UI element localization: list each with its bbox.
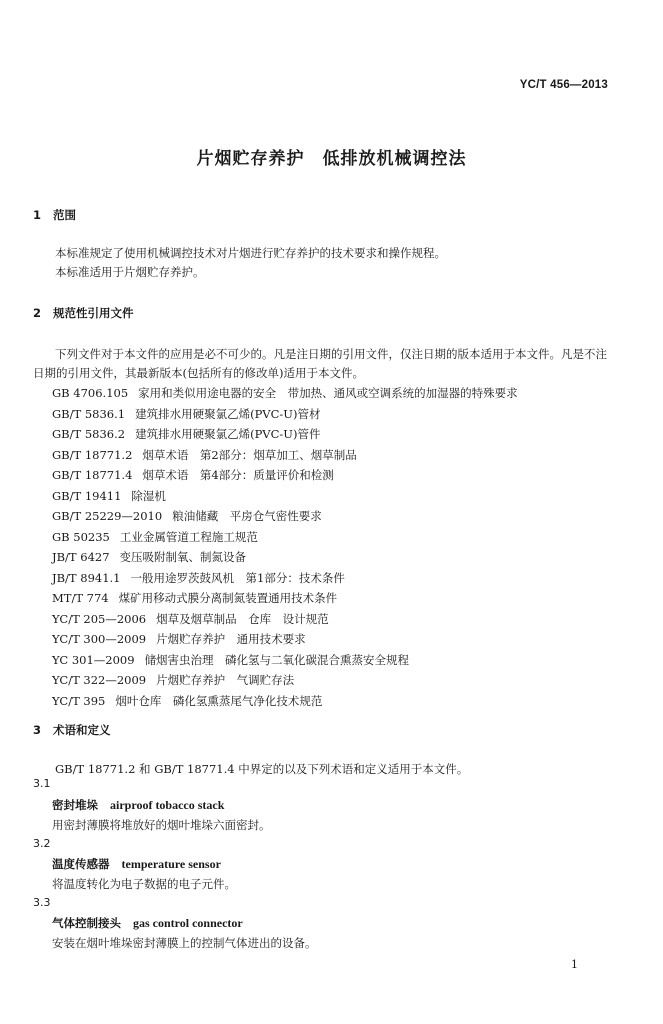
reference-title: 储烟害虫治理 磷化氢与二氧化碳混合熏蒸安全规程 xyxy=(144,652,410,667)
reference-title: 烟叶仓库 磷化氢熏蒸尾气净化技术规范 xyxy=(115,693,323,708)
terms-intro: GB/T 18771.2 和 GB/T 18771.4 中界定的以及下列术语和定义适用于本文件。 xyxy=(55,762,469,776)
reference-item xyxy=(52,547,518,568)
references-intro: 下列文件对于本文件的应用是必不可少的。凡是注日期的引用文件，仅注日期的版本适用于本文件。凡是不注日期的引用文件，其最新版本(包括所有的修改单)适用于本文件。 xyxy=(33,347,607,380)
section-title: 术语和定义 xyxy=(53,723,111,737)
term-definition: 用密封薄膜将堆放好的烟叶堆垛六面密封。 xyxy=(52,818,271,832)
reference-code: YC 301—2009 xyxy=(52,652,135,667)
reference-item xyxy=(52,670,518,691)
reference-code: GB/T 5836.1 xyxy=(52,406,126,421)
document-title: 片烟贮存养护 低排放机械调控法 xyxy=(196,149,467,169)
term-heading xyxy=(52,797,224,813)
reference-code: MT/T 774 xyxy=(52,591,109,605)
term-en: gas control connector xyxy=(133,916,243,930)
section-number: 3 xyxy=(33,723,42,737)
reference-item xyxy=(52,527,518,548)
section-1-heading xyxy=(33,207,76,223)
term-en: temperature sensor xyxy=(121,857,221,871)
reference-item xyxy=(52,424,518,445)
reference-title: 粮油储藏 平房仓气密性要求 xyxy=(172,509,322,523)
reference-title: 建筑排水用硬聚氯乙烯(PVC-U)管材 xyxy=(135,406,321,421)
reference-title: 家用和类似用途电器的安全 带加热、通风或空调系统的加湿器的特殊要求 xyxy=(138,386,518,400)
reference-code: YC/T 395 xyxy=(52,693,106,708)
scope-line-2: 本标准适用于片烟贮存养护。 xyxy=(55,265,205,279)
reference-list xyxy=(52,383,518,711)
reference-title: 工业金属管道工程施工规范 xyxy=(119,529,258,544)
section-title: 规范性引用文件 xyxy=(53,306,134,320)
reference-title: 烟草及烟草制品 仓库 设计规范 xyxy=(156,611,329,626)
reference-item xyxy=(52,404,518,425)
term-heading xyxy=(52,915,243,931)
term-heading xyxy=(52,856,221,872)
standard-code: YC/T 456—2013 xyxy=(519,79,608,91)
reference-title: 烟草术语 第4部分：质量评价和检测 xyxy=(142,468,334,482)
reference-code: YC/T 300—2009 xyxy=(52,632,147,646)
section-number: 1 xyxy=(33,208,42,222)
reference-title: 煤矿用移动式膜分离制氮装置通用技术条件 xyxy=(118,591,338,605)
reference-item xyxy=(52,691,518,712)
section-title: 范围 xyxy=(53,208,76,222)
reference-title: 烟草术语 第2部分：烟草加工、烟草制品 xyxy=(142,447,357,462)
section-number: 2 xyxy=(33,306,42,320)
reference-title: 建筑排水用硬聚氯乙烯(PVC-U)管件 xyxy=(135,427,321,441)
reference-code: JB/T 6427 xyxy=(52,550,110,564)
reference-code: GB/T 18771.4 xyxy=(52,468,133,482)
clause-number: 3.3 xyxy=(33,896,51,909)
term-en: airproof tobacco stack xyxy=(110,798,225,812)
scope-line-1: 本标准规定了使用机械调控技术对片烟进行贮存养护的技术要求和操作规程。 xyxy=(55,246,446,260)
reference-title: 除湿机 xyxy=(131,488,166,503)
reference-title: 片烟贮存养护 气调贮存法 xyxy=(156,673,295,687)
term-zh: 密封堆垛 xyxy=(52,798,98,812)
reference-item xyxy=(52,506,518,527)
reference-code: GB 4706.105 xyxy=(52,386,129,400)
reference-code: GB/T 5836.2 xyxy=(52,427,126,441)
reference-item xyxy=(52,445,518,466)
term-definition: 将温度转化为电子数据的电子元件。 xyxy=(52,877,236,891)
clause-number: 3.2 xyxy=(33,837,51,850)
reference-item xyxy=(52,568,518,589)
clause-number: 3.1 xyxy=(33,777,51,790)
reference-code: GB/T 19411 xyxy=(52,488,122,503)
page-number: 1 xyxy=(571,958,578,971)
reference-item xyxy=(52,609,518,630)
reference-item xyxy=(52,629,518,650)
reference-code: GB 50235 xyxy=(52,529,110,544)
term-definition: 安装在烟叶堆垛密封薄膜上的控制气体进出的设备。 xyxy=(52,936,317,950)
term-zh: 温度传感器 xyxy=(52,857,110,871)
reference-title: 片烟贮存养护 通用技术要求 xyxy=(156,632,306,646)
reference-item xyxy=(52,650,518,671)
reference-title: 变压吸附制氧、制氮设备 xyxy=(119,550,247,564)
reference-item xyxy=(52,383,518,404)
section-3-heading xyxy=(33,722,111,738)
section-2-heading xyxy=(33,305,134,321)
reference-code: YC/T 322—2009 xyxy=(52,673,147,687)
reference-item xyxy=(52,465,518,486)
reference-code: GB/T 25229—2010 xyxy=(52,509,163,523)
reference-item xyxy=(52,588,518,609)
reference-code: JB/T 8941.1 xyxy=(52,570,121,585)
term-zh: 气体控制接头 xyxy=(52,916,121,930)
reference-item xyxy=(52,486,518,507)
reference-code: GB/T 18771.2 xyxy=(52,447,133,462)
reference-code: YC/T 205—2006 xyxy=(52,611,147,626)
reference-title: 一般用途罗茨鼓风机 第1部分：技术条件 xyxy=(130,570,345,585)
